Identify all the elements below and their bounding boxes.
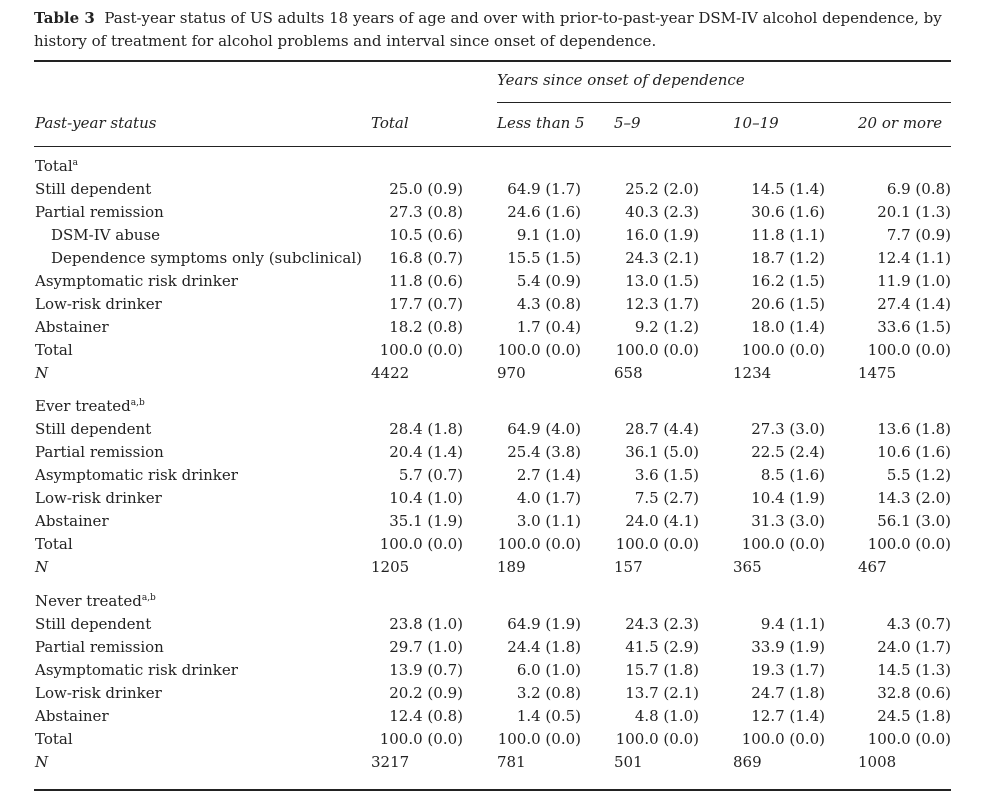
section-title [35, 395, 145, 418]
table-row [0, 613, 990, 636]
n-cell: 970 [497, 364, 526, 382]
table-cell: 18.0 (1.4) [751, 318, 825, 336]
table-row [0, 293, 990, 316]
table-cell: 11.8 (1.1) [751, 226, 825, 244]
table-row [0, 728, 990, 751]
table-cell: 33.6 (1.5) [877, 318, 951, 336]
table-cell: 12.4 (1.1) [877, 249, 951, 267]
table-cell: 4.0 (1.7) [516, 489, 581, 507]
table-cell: 25.2 (2.0) [625, 180, 699, 198]
n-cell: 1234 [733, 364, 772, 382]
table-cell: 100.0 (0.0) [497, 341, 581, 359]
row-label: Asymptomatic risk drinker [35, 466, 238, 484]
table-cell: 9.4 (1.1) [760, 615, 825, 633]
row-label: Abstainer [35, 318, 109, 336]
row-label: Asymptomatic risk drinker [35, 272, 238, 290]
spanner-rule [497, 102, 951, 103]
table-cell: 100.0 (0.0) [379, 730, 463, 748]
n-row [0, 556, 990, 579]
table-cell: 14.5 (1.4) [751, 180, 825, 198]
table-cell: 32.8 (0.6) [877, 684, 951, 702]
table-cell: 3.2 (0.8) [516, 684, 581, 702]
table-cell: 16.0 (1.9) [625, 226, 699, 244]
table-cell: 3.0 (1.1) [516, 512, 581, 530]
table-cell: 24.5 (1.8) [877, 707, 951, 725]
section-title [35, 155, 78, 178]
table-cell: 3.6 (1.5) [634, 466, 699, 484]
table-cell: 16.2 (1.5) [751, 272, 825, 290]
table-row [0, 533, 990, 556]
table-cell: 5.7 (0.7) [398, 466, 463, 484]
n-cell: 157 [614, 558, 643, 576]
spanner-header: Years since onset of dependence [497, 71, 745, 89]
n-cell: 467 [858, 558, 887, 576]
n-cell: 501 [614, 753, 643, 771]
table-cell: 100.0 (0.0) [497, 535, 581, 553]
row-label: Abstainer [35, 707, 109, 725]
table-cell: 10.6 (1.6) [877, 443, 951, 461]
n-cell: 189 [497, 558, 526, 576]
n-cell: 869 [733, 753, 762, 771]
table-cell: 24.3 (2.1) [625, 249, 699, 267]
row-label: Abstainer [35, 512, 109, 530]
table-cell: 7.7 (0.9) [886, 226, 951, 244]
row-label: Total [35, 341, 73, 359]
row-label: Low-risk drinker [35, 684, 162, 702]
top-rule [34, 60, 951, 62]
table-cell: 100.0 (0.0) [867, 535, 951, 553]
table-cell: 20.4 (1.4) [389, 443, 463, 461]
table-cell: 28.7 (4.4) [625, 420, 699, 438]
table-row [0, 487, 990, 510]
table-cell: 35.1 (1.9) [389, 512, 463, 530]
row-label: Partial remission [35, 443, 164, 461]
table-cell: 41.5 (2.9) [625, 638, 699, 656]
caption-text: Past-year status of US adults 18 years of age and over with prior-to-past-year DSM-IV alcohol dependence, by history of treatment for alcohol problems and interval since onset of dependence. [34, 9, 942, 50]
column-header-less-than-5: Less than 5 [497, 114, 585, 132]
table-cell: 19.3 (1.7) [751, 661, 825, 679]
table-cell: 100.0 (0.0) [741, 535, 825, 553]
section-heading [0, 155, 990, 178]
footnote-marker: a [72, 158, 79, 168]
table-cell: 1.4 (0.5) [516, 707, 581, 725]
table-cell: 9.2 (1.2) [634, 318, 699, 336]
table-cell: 22.5 (2.4) [751, 443, 825, 461]
table-cell: 24.6 (1.6) [507, 203, 581, 221]
table-cell: 64.9 (1.7) [507, 180, 581, 198]
n-cell: 1475 [858, 364, 897, 382]
table-cell: 4.8 (1.0) [634, 707, 699, 725]
table-cell: 8.5 (1.6) [760, 466, 825, 484]
footnote-marker: a,b [130, 398, 145, 408]
table-number: Table 3 [34, 9, 95, 27]
table-cell: 33.9 (1.9) [751, 638, 825, 656]
table-cell: 16.8 (0.7) [389, 249, 463, 267]
table-cell: 100.0 (0.0) [379, 341, 463, 359]
table-cell: 25.4 (3.8) [507, 443, 581, 461]
column-header-20-or-more: 20 or more [858, 114, 943, 132]
column-header-10-19: 10–19 [733, 114, 779, 132]
row-label: Still dependent [35, 180, 152, 198]
table-cell: 14.5 (1.3) [877, 661, 951, 679]
table-cell: 100.0 (0.0) [741, 341, 825, 359]
table-cell: 20.1 (1.3) [877, 203, 951, 221]
table-cell: 12.4 (0.8) [389, 707, 463, 725]
table-cell: 24.3 (2.3) [625, 615, 699, 633]
table-cell: 13.7 (2.1) [625, 684, 699, 702]
table-cell: 6.0 (1.0) [516, 661, 581, 679]
table-cell: 100.0 (0.0) [741, 730, 825, 748]
table-row [0, 339, 990, 362]
table-cell: 5.4 (0.9) [516, 272, 581, 290]
section-title [35, 590, 156, 613]
table-cell: 18.7 (1.2) [751, 249, 825, 267]
column-header-status: Past-year status [35, 114, 157, 132]
table-cell: 27.4 (1.4) [877, 295, 951, 313]
row-label: Low-risk drinker [35, 489, 162, 507]
table-row [0, 464, 990, 487]
row-label: Still dependent [35, 615, 152, 633]
table-cell: 100.0 (0.0) [379, 535, 463, 553]
table-row [0, 418, 990, 441]
section-heading [0, 395, 990, 418]
row-label: Low-risk drinker [35, 295, 162, 313]
table-cell: 13.9 (0.7) [389, 661, 463, 679]
table-cell: 7.5 (2.7) [634, 489, 699, 507]
table-cell: 20.6 (1.5) [751, 295, 825, 313]
row-label: Dependence symptoms only (subclinical) [51, 249, 362, 267]
table-cell: 24.0 (4.1) [625, 512, 699, 530]
n-row [0, 362, 990, 385]
table-cell: 6.9 (0.8) [886, 180, 951, 198]
n-cell: 1205 [371, 558, 410, 576]
row-label: Total [35, 730, 73, 748]
table-cell: 14.3 (2.0) [877, 489, 951, 507]
table-cell: 64.9 (4.0) [507, 420, 581, 438]
table-cell: 11.8 (0.6) [389, 272, 463, 290]
table-row [0, 247, 990, 270]
table-cell: 10.5 (0.6) [389, 226, 463, 244]
table-cell: 100.0 (0.0) [615, 730, 699, 748]
table-cell: 28.4 (1.8) [389, 420, 463, 438]
n-label: N [35, 753, 49, 771]
table-row [0, 224, 990, 247]
table-row [0, 510, 990, 533]
section-title-text: Ever treated [35, 397, 131, 415]
table-cell: 11.9 (1.0) [877, 272, 951, 290]
row-label: Partial remission [35, 638, 164, 656]
n-label: N [35, 558, 49, 576]
table-row [0, 270, 990, 293]
table-row [0, 441, 990, 464]
n-cell: 781 [497, 753, 526, 771]
table-row [0, 659, 990, 682]
table-cell: 13.0 (1.5) [625, 272, 699, 290]
table-cell: 24.0 (1.7) [877, 638, 951, 656]
table-cell: 10.4 (1.9) [751, 489, 825, 507]
table-cell: 40.3 (2.3) [625, 203, 699, 221]
n-cell: 365 [733, 558, 762, 576]
table-cell: 30.6 (1.6) [751, 203, 825, 221]
section-title-text: Total [35, 157, 73, 175]
row-label: Total [35, 535, 73, 553]
table-cell: 12.7 (1.4) [751, 707, 825, 725]
table-cell: 9.1 (1.0) [516, 226, 581, 244]
table-cell: 100.0 (0.0) [615, 535, 699, 553]
table-row [0, 178, 990, 201]
table-cell: 10.4 (1.0) [389, 489, 463, 507]
table-cell: 27.3 (0.8) [389, 203, 463, 221]
n-cell: 3217 [371, 753, 410, 771]
table-cell: 15.7 (1.8) [625, 661, 699, 679]
table-cell: 36.1 (5.0) [625, 443, 699, 461]
table-cell: 23.8 (1.0) [389, 615, 463, 633]
table-row [0, 636, 990, 659]
table-cell: 31.3 (3.0) [751, 512, 825, 530]
header-rule [34, 146, 951, 147]
column-header-5-9: 5–9 [614, 114, 641, 132]
section-title-text: Never treated [35, 592, 142, 610]
table-cell: 4.3 (0.7) [886, 615, 951, 633]
row-label: Still dependent [35, 420, 152, 438]
section-heading [0, 590, 990, 613]
table-cell: 1.7 (0.4) [516, 318, 581, 336]
table-cell: 2.7 (1.4) [516, 466, 581, 484]
table-cell: 25.0 (0.9) [389, 180, 463, 198]
table-cell: 15.5 (1.5) [507, 249, 581, 267]
table-caption [34, 7, 956, 53]
table-cell: 64.9 (1.9) [507, 615, 581, 633]
row-label: Partial remission [35, 203, 164, 221]
table-cell: 13.6 (1.8) [877, 420, 951, 438]
table-cell: 4.3 (0.8) [516, 295, 581, 313]
table-cell: 100.0 (0.0) [615, 341, 699, 359]
table-row [0, 316, 990, 339]
table-cell: 20.2 (0.9) [389, 684, 463, 702]
table-cell: 24.4 (1.8) [507, 638, 581, 656]
table-cell: 100.0 (0.0) [867, 730, 951, 748]
table-cell: 27.3 (3.0) [751, 420, 825, 438]
table-cell: 100.0 (0.0) [867, 341, 951, 359]
table-cell: 17.7 (0.7) [389, 295, 463, 313]
n-cell: 4422 [371, 364, 410, 382]
bottom-rule [34, 789, 951, 791]
column-header-total: Total [371, 114, 409, 132]
footnote-marker: a,b [141, 593, 156, 603]
table-cell: 24.7 (1.8) [751, 684, 825, 702]
table-cell: 29.7 (1.0) [389, 638, 463, 656]
row-label: DSM-IV abuse [51, 226, 161, 244]
table-row [0, 201, 990, 224]
table-cell: 100.0 (0.0) [497, 730, 581, 748]
table-cell: 18.2 (0.8) [389, 318, 463, 336]
n-cell: 658 [614, 364, 643, 382]
n-label: N [35, 364, 49, 382]
table-cell: 5.5 (1.2) [886, 466, 951, 484]
table-row [0, 705, 990, 728]
table-row [0, 682, 990, 705]
n-cell: 1008 [858, 753, 897, 771]
row-label: Asymptomatic risk drinker [35, 661, 238, 679]
n-row [0, 751, 990, 774]
table-cell: 56.1 (3.0) [877, 512, 951, 530]
table-cell: 12.3 (1.7) [625, 295, 699, 313]
